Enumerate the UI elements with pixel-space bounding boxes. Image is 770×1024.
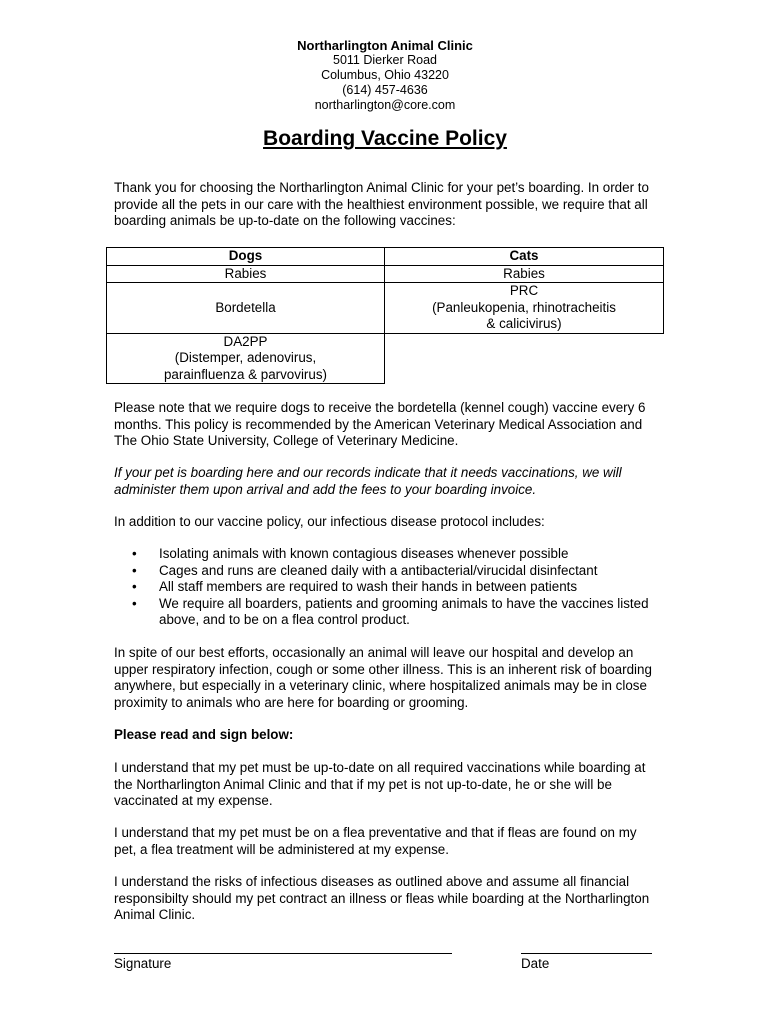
bullet-icon: •: [132, 595, 137, 611]
list-item-text: All staff members are required to wash their hands in between patients: [159, 579, 578, 594]
list-item: [114, 546, 659, 563]
dog-vaccine-da2pp: [107, 333, 385, 384]
clinic-email: northarlington@core.com: [314, 98, 456, 112]
agreement-vaccinations: I understand that my pet must be up-to-date on all required vaccinations while boarding at the Northarlington Animal Clinic and that if my pet is not up-to-date, he or she will be vaccinated at my expense.: [114, 760, 646, 808]
cat-vaccine-prc: [385, 283, 664, 334]
list-item: [114, 579, 659, 596]
dog-vaccine-bordetella: Bordetella: [107, 283, 385, 334]
page-title: Boarding Vaccine Policy: [263, 127, 507, 150]
bullet-icon: •: [132, 579, 137, 594]
letterhead: [0, 38, 770, 113]
sign-heading: Please read and sign below:: [114, 727, 294, 742]
dog-vaccine-da2pp-name: DA2PP: [223, 333, 268, 349]
signature-label: Signature: [114, 956, 172, 971]
cats-header: Cats: [385, 248, 664, 266]
signature-line[interactable]: [114, 953, 452, 954]
clinic-city: Columbus, Ohio 43220: [321, 68, 449, 82]
cat-vaccine-prc-detail: (Panleukopenia, rhinotracheitis: [432, 299, 616, 315]
empty-cell: [385, 333, 664, 384]
bullet-icon: •: [132, 562, 137, 578]
table-header-row: [107, 248, 664, 266]
cat-vaccine-prc-detail: & calicivirus): [486, 316, 562, 331]
bullet-icon: •: [132, 546, 137, 561]
clinic-address: 5011 Dierker Road: [333, 53, 437, 67]
agreement-risk: I understand the risks of infectious diseases as outlined above and assume all financial responsibilty should my pet contract an illness or fleas while boarding at the Northarlington Animal Clinic.: [114, 874, 650, 922]
list-item-text: Isolating animals with known contagious diseases whenever possible: [159, 546, 569, 561]
protocol-intro: In addition to our vaccine policy, our infectious disease protocol includes:: [114, 514, 545, 529]
table-row: [107, 283, 664, 334]
list-item: [114, 596, 659, 629]
bordetella-note: Please note that we require dogs to receive the bordetella (kennel cough) vaccine every 6 months. This policy is recommended by the American Veterinary Medical Association and The Ohio State University, College of Veterinary Medicine.: [114, 400, 646, 448]
dogs-header: Dogs: [107, 248, 385, 266]
agreement-flea: I understand that my pet must be on a flea preventative and that if fleas are found on my pet, a flea treatment will be administered at my expense.: [114, 825, 637, 857]
dog-vaccine-rabies: Rabies: [107, 265, 385, 283]
list-item: [114, 563, 659, 580]
cat-vaccine-prc-name: PRC: [509, 283, 539, 298]
vaccine-table: [106, 247, 664, 384]
risk-paragraph: In spite of our best efforts, occasionally an animal will leave our hospital and develop an upper respiratory infection, cough or some other illness. This is an inherent risk of boarding anywhere, but especially in a veterinary clinic, where hospitalized animals may be in close proximity to animals who are here for boarding or grooming.: [114, 645, 652, 710]
intro-paragraph: Thank you for choosing the Northarlington Animal Clinic for your pet’s boarding. In order to provide all the pets in our care with the healthiest environment possible, we require that all boarding animals be up-to-date on the following vaccines:: [114, 180, 649, 228]
table-row: [107, 333, 664, 384]
table-row: [107, 265, 664, 283]
clinic-name: Northarlington Animal Clinic: [297, 38, 473, 53]
cat-vaccine-rabies: Rabies: [385, 265, 664, 283]
date-line[interactable]: [521, 953, 652, 954]
clinic-phone: (614) 457-4636: [342, 83, 428, 97]
dog-vaccine-da2pp-detail: (Distemper, adenovirus,: [174, 350, 317, 365]
date-label: Date: [521, 956, 550, 971]
list-item-text: Cages and runs are cleaned daily with a antibacterial/virucidal disinfectant: [159, 562, 598, 578]
vaccination-fee-note: If your pet is boarding here and our records indicate that it needs vaccinations, we will administer them upon arrival and add the fees to your boarding invoice.: [114, 465, 622, 497]
list-item-text: We require all boarders, patients and grooming animals to have the vaccines listed above, and to be on a flea control product.: [159, 595, 649, 627]
dog-vaccine-da2pp-detail: parainfluenza & parvovirus): [163, 366, 327, 382]
protocol-list: [114, 546, 659, 629]
